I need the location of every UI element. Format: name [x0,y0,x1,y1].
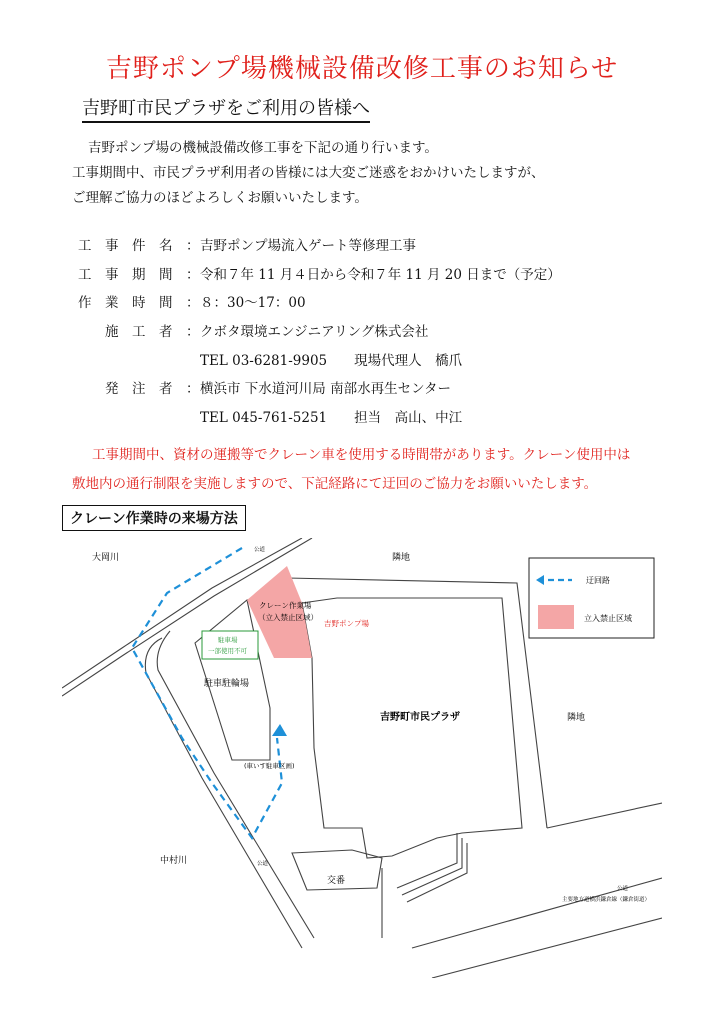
label-public-road-bottom: 公道 [257,861,269,867]
detail-label: 施 工 者 ： [105,324,200,340]
stairs [402,838,462,895]
label-main-road: 主要地方道横浜鎌倉線（鎌倉街道） [562,897,651,903]
label-police-box: 交番 [327,876,346,886]
label-neighbor-top: 隣地 [392,553,411,563]
detail-row-hours [78,291,306,311]
detail-value: ８：30〜17：00 [200,295,306,311]
label-parking-note-1: 駐車場 [218,636,238,644]
intro-line-1: 吉野ポンプ場の機械設備改修工事を下記の通り行います。 [88,140,438,156]
detail-value: 令和７年 11 月４日から令和７年 11 月 20 日まで（予定） [200,267,561,283]
legend-restricted-label: 立入禁止区域 [584,614,632,623]
road-line [547,803,662,828]
legend-detour-label: 迂回路 [586,576,610,585]
intro-line-3: ご理解ご協力のほどよろしくお願いいたします。 [72,190,368,206]
detail-label: 発 注 者 ： [105,381,200,397]
detail-row-name [78,234,416,254]
road-line [157,631,314,938]
detail-label: 工 事 期 間 ： [78,267,200,283]
page-title: 吉野ポンプ場機械設備改修工事のお知らせ [105,54,619,84]
label-crane-zone-2: （立入禁止区域） [258,613,318,622]
detour-arrowhead [272,724,287,736]
stairs [397,833,457,888]
site-map [62,538,662,978]
detail-row-period [78,263,561,283]
detail-value: 横浜市 下水道河川局 南部水再生センター [200,381,452,397]
stairs [407,843,467,902]
page-subtitle: 吉野町市民プラザをご利用の皆様へ [82,94,370,123]
notice-line-2: 敷地内の通行制限を実施しますので、下記経路にて迂回のご協力をお願いいたします。 [72,476,598,492]
label-pump-station: 吉野ポンプ場 [324,619,369,628]
label-parking-lot: 駐車駐輪場 [204,679,250,689]
detail-row-contractor [105,320,428,340]
label-public-road-right: 公道 [617,886,629,892]
contractor-tel: TEL 03-6281-9905 現場代理人 橋爪 [200,353,463,369]
detail-value: クボタ環境エンジニアリング株式会社 [200,324,429,340]
label-public-road-top: 公道 [254,547,266,553]
label-plaza: 吉野町市民プラザ [380,712,460,723]
label-ooka-river: 大岡川 [92,553,120,563]
plaza-building [302,598,522,858]
road-line [432,918,662,978]
detail-label: 工 事 件 名 ： [78,238,200,254]
map-heading: クレーン作業時の来場方法 [62,505,246,531]
detail-value: 吉野ポンプ場流入ゲート等修理工事 [200,238,416,254]
label-neighbor-right: 隣地 [567,713,586,723]
notice-line-1: 工事期間中、資材の運搬等でクレーン車を使用する時間帯があります。クレーン使用中は [92,447,631,463]
intro-line-2: 工事期間中、市民プラザ利用者の皆様には大変ご迷惑をおかけいたしますが、 [72,165,545,181]
label-crane-zone-1: クレーン作業場 [259,601,312,610]
label-parking-note-2: 一部使用不可 [208,647,247,655]
detail-row-client [105,377,451,397]
site-boundary [287,578,547,828]
label-wheelchair-parking: (車いす駐車区画) [244,762,295,770]
client-tel: TEL 045-761-5251 担当 高山、中江 [200,410,463,426]
legend-restricted-swatch [538,605,574,629]
label-nakamura-river: 中村川 [160,856,188,866]
detail-label: 作 業 時 間 ： [78,295,200,311]
